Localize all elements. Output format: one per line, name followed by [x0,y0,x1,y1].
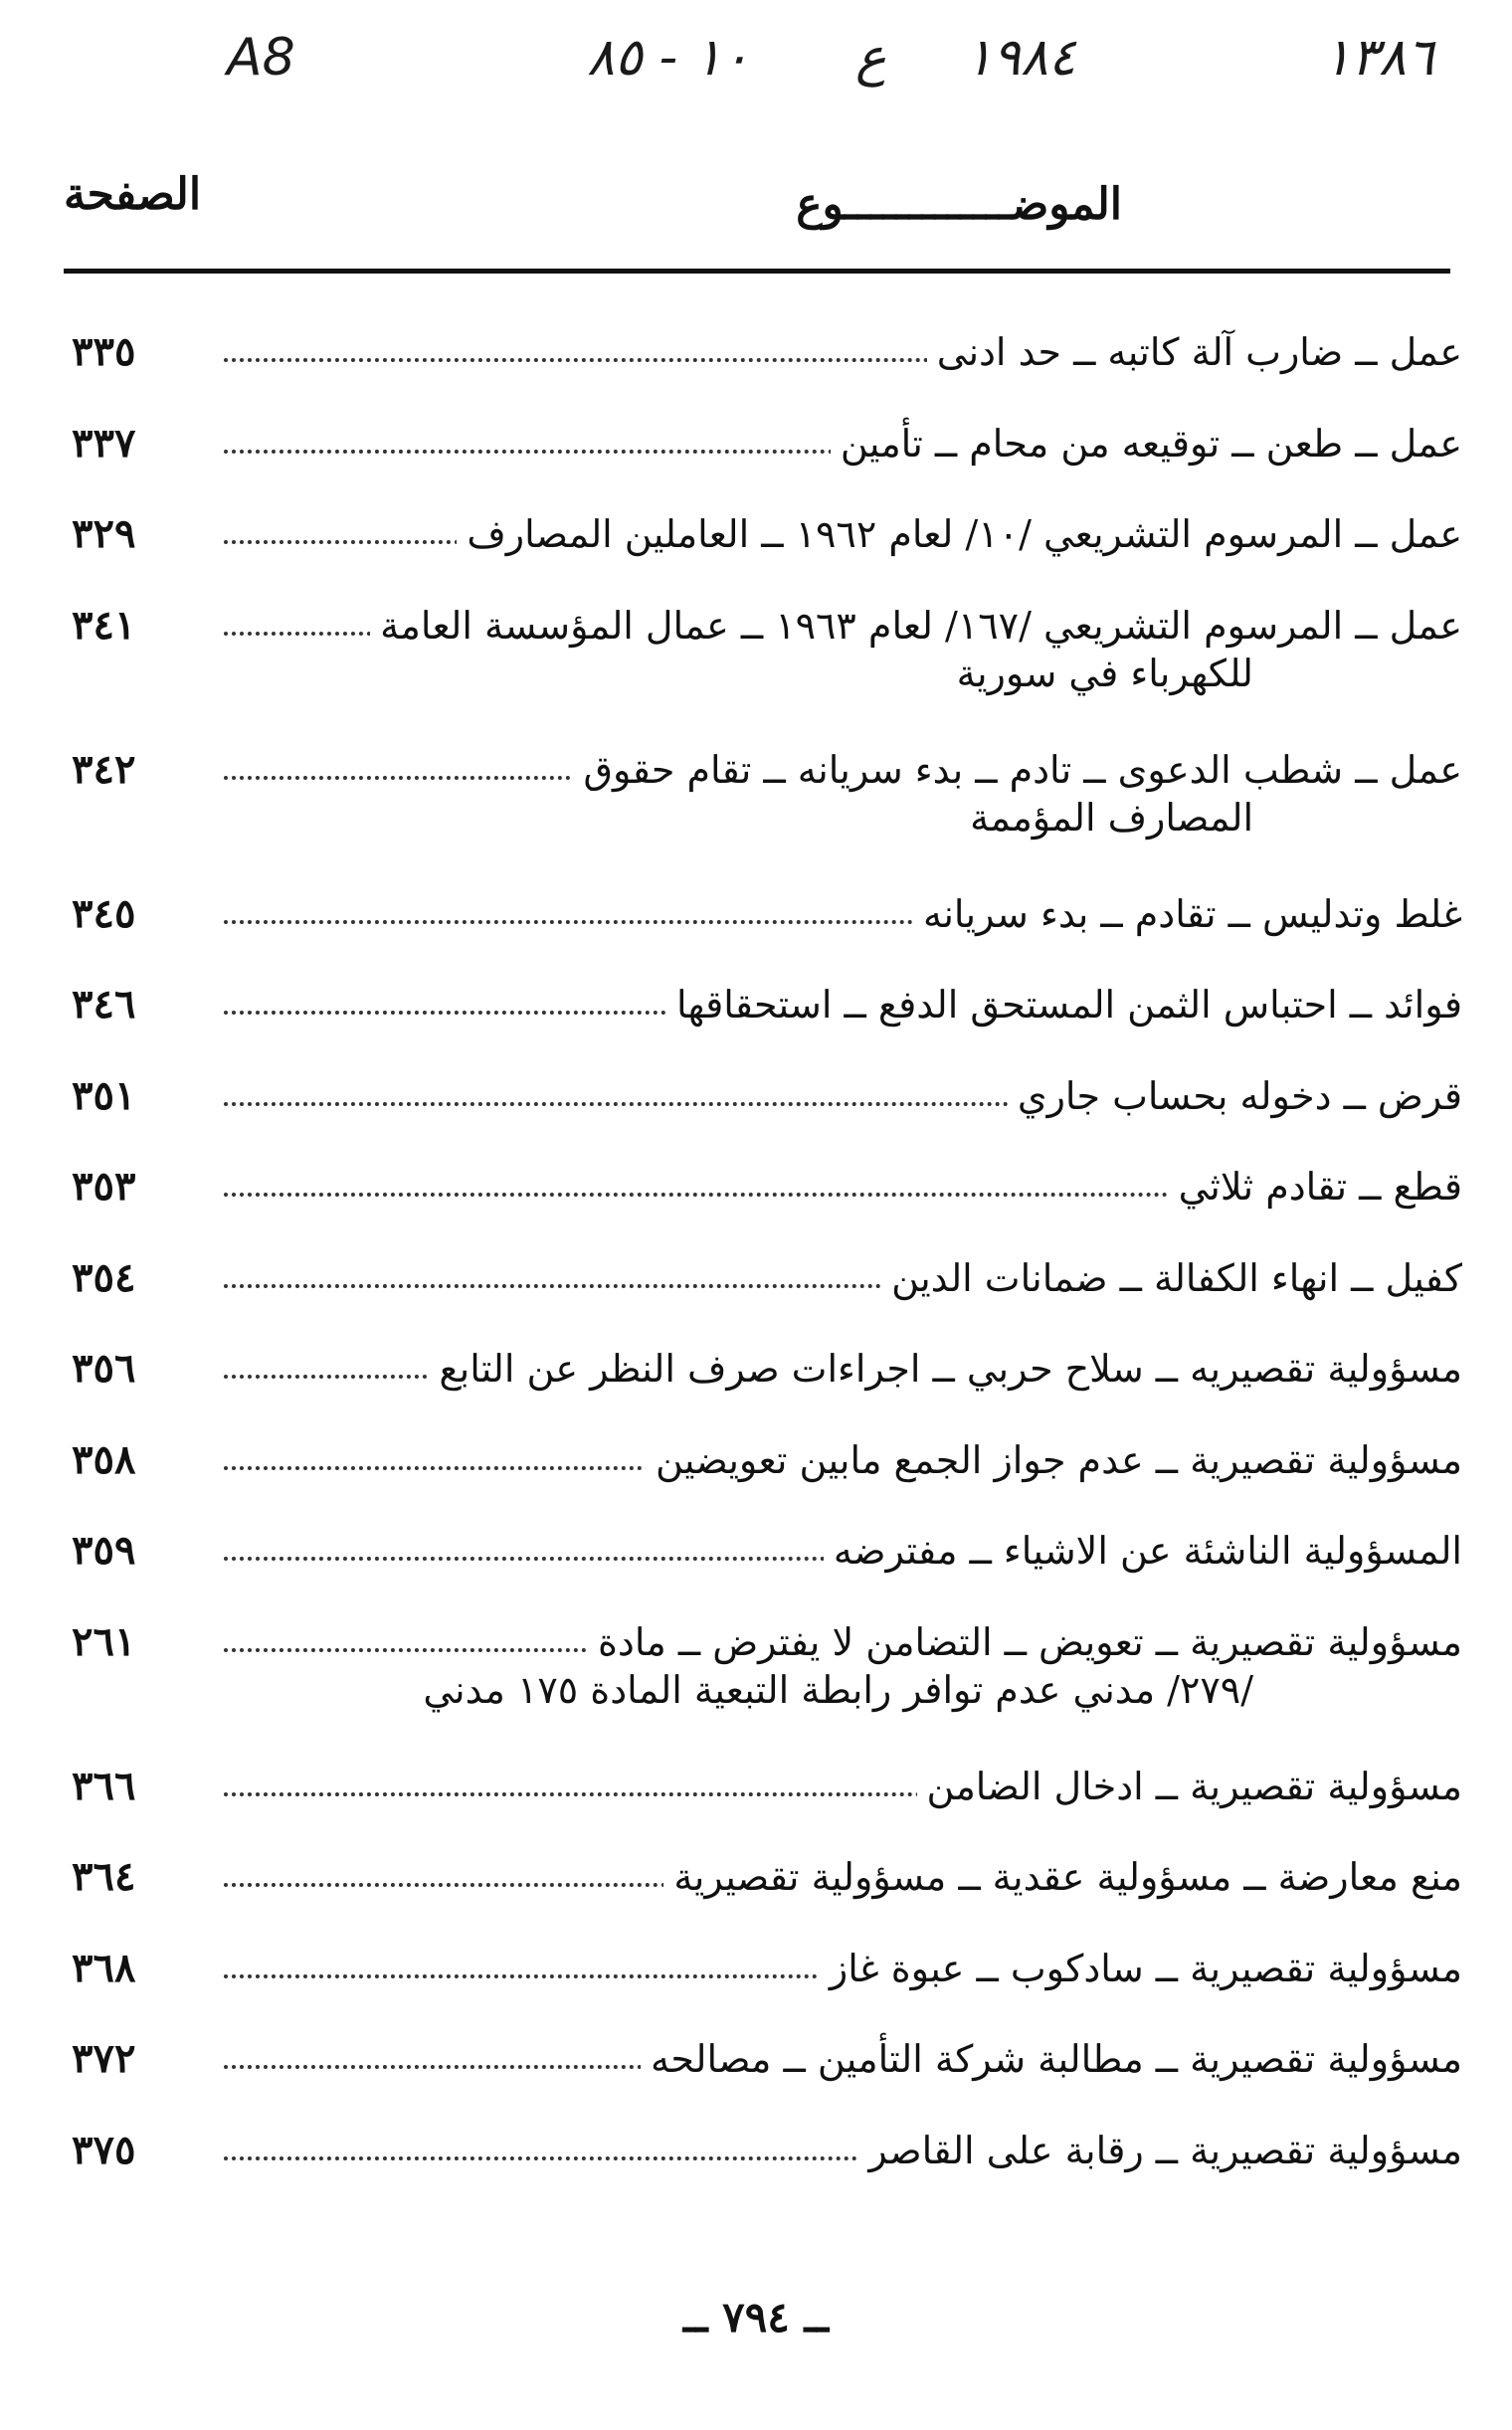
entry-page: ٣٦٦ [72,1762,136,1809]
index-entry [60,1436,1462,1528]
index-entry [60,510,1462,602]
entry-subject: عمل ــ المرسوم التشريعي /١٠/ لعام ١٩٦٢ ــ العاملين المصارف [457,512,1462,556]
entry-subject: غلط وتدليس ــ تقادم ــ بدء سريانه [913,892,1462,936]
entry-subject: فوائد ــ احتباس الثمن المستحق الدفع ــ استحقاقها [666,983,1462,1027]
entry-subject: مسؤولية تقصيرية ــ ادخال الضامن [917,1765,1462,1808]
entry-page: ٣٧٢ [72,2035,136,2082]
entry-subject-continued: /٢٧٩/ مدني عدم توافر رابطة التبعية المادة ١٧٥ مدني [423,1667,1253,1712]
index-list [60,328,1462,2217]
index-entry [60,1853,1462,1945]
entry-subject: عمل ــ شطب الدعوى ــ تادم ــ بدء سريانه ــ تقام حقوق [574,748,1462,792]
handwritten-note: ١٩٨٤ [965,28,1076,88]
subject-column-heading: الموضـــــــــــــوع [796,179,1122,230]
entry-page: ٣٣٧ [72,419,136,467]
index-entry [60,2127,1462,2218]
index-entry [60,1763,1462,1854]
entry-page: ٣٤٦ [72,981,136,1028]
entry-subject: مسؤولية تقصيرية ــ مطالبة شركة التأمين ــ مصالحه [641,2037,1462,2081]
handwritten-note: ١٣٨٦ [1323,28,1434,88]
entry-page: ٣٢٩ [72,510,136,557]
index-entry [60,420,1462,511]
entry-page: ٣٥٨ [72,1435,136,1483]
entry-page: ٣٥٤ [72,1253,136,1301]
index-entry [60,1527,1462,1618]
index-entry [60,602,1462,746]
entry-page: ٣٤١ [72,601,136,649]
entry-subject: مسؤولية تقصيرية ــ رقابة على القاصر [858,2129,1462,2172]
entry-page: ٣٤٢ [72,745,136,793]
entry-subject: كفيل ــ انهاء الكفالة ــ ضمانات الدين [881,1256,1462,1300]
entry-page: ٣٣٥ [72,328,136,375]
index-entry [60,1618,1462,1763]
index-entry [60,746,1462,890]
entry-subject-continued: المصارف المؤممة [970,795,1253,840]
page-number: ــ ٧٩٤ ــ [682,2293,830,2341]
index-entry [60,2035,1462,2127]
entry-subject: منع معارضة ــ مسؤولية عقدية ــ مسؤولية تقصيرية [663,1855,1462,1899]
entry-page: ٣٥١ [72,1071,136,1119]
entry-subject: قرض ــ دخوله بحساب جاري [1008,1074,1462,1118]
handwritten-note: ع [855,28,887,88]
index-entry [60,1254,1462,1346]
entry-page: ٢٦١ [72,1617,136,1665]
index-entry [60,890,1462,982]
entry-subject: مسؤولية تقصيرية ــ عدم جواز الجمع مابين تعويضين [646,1438,1462,1482]
table-header [64,169,1450,249]
entry-page: ٣٥٦ [72,1345,136,1392]
index-entry [60,1072,1462,1164]
entry-subject: عمل ــ المرسوم التشريعي /١٦٧/ لعام ١٩٦٣ ــ عمال المؤسسة العامة [370,604,1462,648]
entry-subject: مسؤولية تقصيريه ــ سلاح حربي ــ اجراءات صرف النظر عن التابع [429,1347,1462,1391]
entry-subject: مسؤولية تقصيرية ــ تعويض ــ التضامن لا يفترض ــ مادة [588,1620,1462,1664]
entry-subject: المسؤولية الناشئة عن الاشياء ــ مفترضه [824,1529,1462,1573]
entry-page: ٣٦٨ [72,1944,136,1991]
entry-page: ٣٧٥ [72,2126,136,2173]
handwritten-note: A8 [227,28,295,88]
entry-page: ٣٦٤ [72,1853,136,1900]
index-entry [60,328,1462,420]
index-entry [60,981,1462,1072]
entry-subject: مسؤولية تقصيرية ــ سادكوب ــ عبوة غاز [820,1947,1462,1990]
handwritten-annotations [0,28,1512,117]
handwritten-note: ١٠ - ٨٥ [587,28,750,88]
entry-page: ٣٤٥ [72,889,136,937]
entry-page: ٣٥٣ [72,1163,136,1210]
entry-subject: عمل ــ طعن ــ توقيعه من محام ــ تأمين [831,422,1462,466]
entry-subject-continued: للكهرباء في سورية [956,651,1253,695]
entry-page: ٣٥٩ [72,1527,136,1574]
entry-subject: عمل ــ ضارب آلة كاتبه ــ حد ادنى [927,330,1462,374]
index-entry [60,1163,1462,1254]
index-entry [60,1345,1462,1436]
page-column-heading: الصفحة [64,169,202,220]
header-divider [64,269,1450,274]
index-entry [60,1945,1462,2036]
entry-subject: قطع ــ تقادم ثلاثي [1169,1165,1462,1209]
